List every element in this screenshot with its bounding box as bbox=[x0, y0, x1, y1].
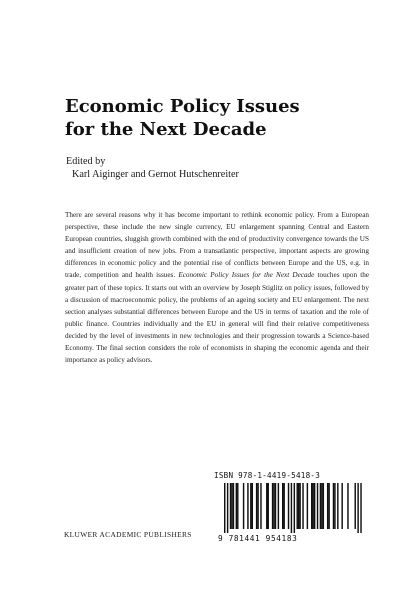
barcode-bar bbox=[230, 483, 231, 529]
barcode-bar bbox=[333, 483, 334, 529]
barcode-bar bbox=[273, 483, 274, 529]
barcode-bar bbox=[312, 483, 313, 529]
barcode-bar bbox=[268, 483, 269, 529]
barcode-bar bbox=[314, 483, 315, 529]
barcode-bar bbox=[260, 483, 261, 529]
barcode-bar bbox=[252, 483, 253, 529]
barcode-bar bbox=[282, 483, 283, 529]
barcode-bar bbox=[337, 483, 338, 529]
title-line-2: for the Next Decade bbox=[65, 119, 267, 140]
barcode-bar bbox=[328, 483, 329, 529]
barcode-bar bbox=[357, 483, 358, 533]
blurb-text bbox=[65, 209, 369, 366]
barcode-bar bbox=[256, 483, 257, 529]
barcode-bar bbox=[243, 483, 244, 529]
barcode-bar bbox=[283, 483, 284, 529]
barcode-bar bbox=[275, 483, 276, 529]
barcode-bar bbox=[298, 483, 299, 529]
barcode-bar bbox=[341, 483, 342, 529]
title-line-1: Economic Policy Issues bbox=[65, 96, 300, 117]
isbn-label: ISBN 978-1-4419-5418-3 bbox=[214, 471, 321, 480]
barcode-bar bbox=[233, 483, 234, 529]
barcode-bar bbox=[299, 483, 300, 529]
edited-by-label: Edited by bbox=[66, 156, 106, 167]
barcode-bar bbox=[323, 483, 324, 529]
isbn-block bbox=[214, 471, 372, 546]
barcode-bar bbox=[272, 483, 273, 529]
barcode-bar bbox=[327, 483, 328, 529]
barcode-bar bbox=[320, 483, 321, 529]
back-cover bbox=[38, 0, 379, 600]
barcode-bar bbox=[302, 483, 303, 529]
barcode-bar bbox=[307, 483, 308, 529]
barcode-bar bbox=[250, 483, 251, 529]
barcode-bar bbox=[355, 483, 356, 529]
barcode-digits: 9 781441 954183 bbox=[218, 534, 298, 543]
editor-names: Karl Aiginger and Gernot Hutschenreiter bbox=[72, 169, 239, 180]
barcode-bar bbox=[237, 483, 238, 529]
editors-block bbox=[66, 155, 366, 181]
barcode bbox=[222, 483, 368, 533]
barcode-bar bbox=[266, 483, 267, 529]
barcode-bar bbox=[288, 483, 289, 529]
blurb-part-1: There are several reasons why it has become important to rethink economic policy. From a European perspective, these include the new single currency, EU enlargement spanning Central and Eastern European countries, sluggish growth combined with the end of productivity convergence towards the US and insufficient creation of new jobs. From a transatlantic perspective, important aspects are growing differences in economic policy and the potential rise of conflicts between Europe and the US, e.g. in trade, competition and health issues. bbox=[65, 211, 369, 280]
barcode-bar bbox=[317, 483, 318, 529]
barcode-bar bbox=[294, 483, 295, 533]
barcode-bar bbox=[257, 483, 258, 529]
publisher-name: KLUWER ACADEMIC PUBLISHERS bbox=[64, 530, 192, 539]
barcode-bar bbox=[311, 483, 312, 529]
barcode-bar bbox=[278, 483, 279, 529]
barcode-bar bbox=[227, 483, 228, 533]
barcode-bar bbox=[236, 483, 237, 529]
blurb-part-2: touches upon the greater part of these topics. It starts out with an overview by Joseph Stiglitz on policy issues, followed by a discussion of macroeconomic policy, the problems of an ageing society and EU enlargement. The next section analyses substantial differences between Europe and the US in terms of taxation and the role of public finance. Countries individually and the EU in general will find their relative competitiveness decided by the level of investments in new technologies and their progression towards a Science-based Economy. The final section considers the role of economists in shaping the economic agenda and their importance as policy advisors. bbox=[65, 271, 369, 365]
barcode-bar bbox=[291, 483, 292, 533]
barcode-bar bbox=[334, 483, 335, 529]
barcode-bar bbox=[224, 483, 225, 533]
blurb-italic-title: Economic Policy Issues for the Next Decade bbox=[178, 271, 315, 280]
barcode-bar bbox=[360, 483, 361, 533]
barcode-bar bbox=[321, 483, 322, 529]
barcode-bar bbox=[231, 483, 232, 529]
barcode-bar bbox=[347, 483, 348, 529]
book-title bbox=[65, 95, 365, 141]
barcode-bar bbox=[247, 483, 248, 529]
barcode-bar bbox=[297, 483, 298, 529]
